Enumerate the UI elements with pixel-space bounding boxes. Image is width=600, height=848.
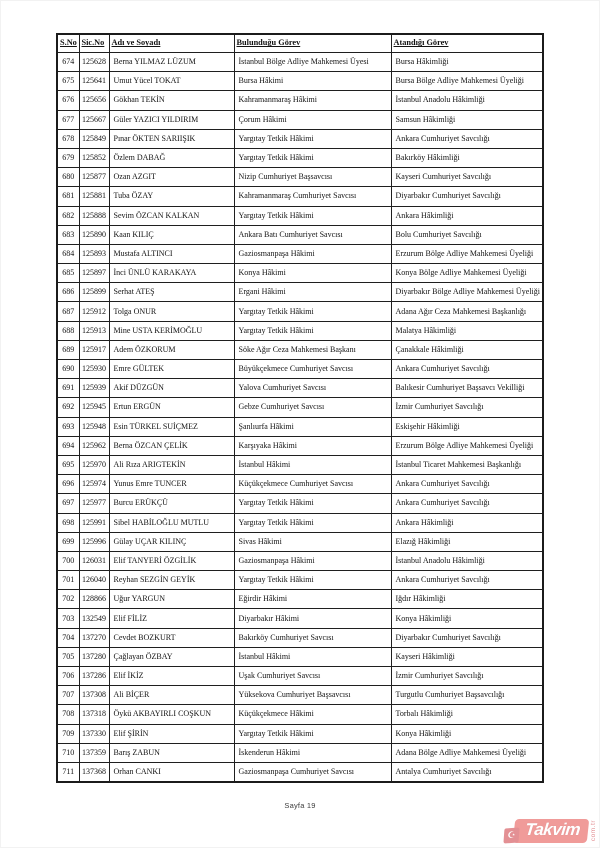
- table-row: [57, 321, 543, 340]
- cell-sno: 674: [57, 53, 79, 72]
- cell-sno: 693: [57, 417, 79, 436]
- cell-name: Elif İKİZ: [109, 667, 234, 686]
- cell-appointed-position: Erzurum Bölge Adliye Mahkemesi Üyeliği: [391, 244, 543, 263]
- cell-name: Özlem DABAĞ: [109, 148, 234, 167]
- cell-appointed-position: Bakırköy Hâkimliği: [391, 148, 543, 167]
- cell-current-position: Gaziosmanpaşa Hâkimi: [234, 551, 391, 570]
- takvim-watermark: [504, 816, 597, 846]
- cell-current-position: Yalova Cumhuriyet Savcısı: [234, 379, 391, 398]
- cell-appointed-position: Ankara Hâkimliği: [391, 513, 543, 532]
- cell-appointed-position: Balıkesir Cumhuriyet Başsavcı Vekilliği: [391, 379, 543, 398]
- table-row: [57, 762, 543, 782]
- cell-sno: 678: [57, 129, 79, 148]
- cell-current-position: İstanbul Bölge Adliye Mahkemesi Üyesi: [234, 53, 391, 72]
- table-row: [57, 494, 543, 513]
- cell-name: Emre GÜLTEK: [109, 360, 234, 379]
- cell-current-position: Yargıtay Tetkik Hâkimi: [234, 206, 391, 225]
- table-row: [57, 302, 543, 321]
- cell-appointed-position: Diyarbakır Cumhuriyet Savcılığı: [391, 628, 543, 647]
- cell-appointed-position: Iğdır Hâkimliği: [391, 590, 543, 609]
- cell-appointed-position: Malatya Hâkimliği: [391, 321, 543, 340]
- table-row: [57, 129, 543, 148]
- cell-sicno: 125641: [79, 72, 109, 91]
- cell-sicno: 125881: [79, 187, 109, 206]
- cell-sicno: 125667: [79, 110, 109, 129]
- cell-name: Gülay UÇAR KILINÇ: [109, 532, 234, 551]
- cell-sicno: 137368: [79, 762, 109, 782]
- cell-sicno: 125962: [79, 436, 109, 455]
- cell-sno: 706: [57, 667, 79, 686]
- cell-sicno: 125890: [79, 225, 109, 244]
- cell-name: Sibel HABİLOĞLU MUTLU: [109, 513, 234, 532]
- cell-sno: 675: [57, 72, 79, 91]
- cell-sno: 681: [57, 187, 79, 206]
- cell-sno: 699: [57, 532, 79, 551]
- cell-sno: 691: [57, 379, 79, 398]
- cell-name: Ali BİÇER: [109, 686, 234, 705]
- table-row: [57, 283, 543, 302]
- col-header-name: Adı ve Soyadı: [109, 34, 234, 53]
- table-row: [57, 686, 543, 705]
- cell-current-position: Yargıtay Tetkik Hâkimi: [234, 129, 391, 148]
- cell-current-position: Nizip Cumhuriyet Başsavcısı: [234, 168, 391, 187]
- table-row: [57, 264, 543, 283]
- cell-name: Serhat ATEŞ: [109, 283, 234, 302]
- cell-appointed-position: Konya Hâkimliği: [391, 724, 543, 743]
- cell-current-position: Söke Ağır Ceza Mahkemesi Başkanı: [234, 340, 391, 359]
- cell-sno: 686: [57, 283, 79, 302]
- cell-sno: 704: [57, 628, 79, 647]
- cell-appointed-position: İzmir Cumhuriyet Savcılığı: [391, 398, 543, 417]
- cell-sicno: 126031: [79, 551, 109, 570]
- table-row: [57, 513, 543, 532]
- cell-sno: 710: [57, 743, 79, 762]
- cell-appointed-position: Diyarbakır Cumhuriyet Savcılığı: [391, 187, 543, 206]
- cell-sno: 689: [57, 340, 79, 359]
- watermark-brand: Takvim: [524, 820, 582, 839]
- cell-name: İnci ÜNLÜ KARAKAYA: [109, 264, 234, 283]
- cell-name: Sevim ÖZCAN KALKAN: [109, 206, 234, 225]
- cell-current-position: Yargıtay Tetkik Hâkimi: [234, 148, 391, 167]
- turkish-flag-icon: ☪: [503, 827, 519, 843]
- cell-appointed-position: Ankara Cumhuriyet Savcılığı: [391, 129, 543, 148]
- table-row: [57, 340, 543, 359]
- cell-current-position: Şanlıurfa Hâkimi: [234, 417, 391, 436]
- table-row: [57, 743, 543, 762]
- cell-name: Yunus Emre TUNCER: [109, 475, 234, 494]
- cell-name: Berna ÖZCAN ÇELİK: [109, 436, 234, 455]
- cell-sicno: 125899: [79, 283, 109, 302]
- watermark-box: [513, 819, 589, 843]
- cell-current-position: Küçükçekmece Cumhuriyet Savcısı: [234, 475, 391, 494]
- cell-sicno: 125913: [79, 321, 109, 340]
- cell-sicno: 125970: [79, 455, 109, 474]
- cell-appointed-position: İstanbul Anadolu Hâkimliği: [391, 91, 543, 110]
- cell-appointed-position: Samsun Hâkimliği: [391, 110, 543, 129]
- cell-sno: 700: [57, 551, 79, 570]
- cell-name: Burcu ERÜKÇÜ: [109, 494, 234, 513]
- cell-sno: 702: [57, 590, 79, 609]
- cell-appointed-position: Erzurum Bölge Adliye Mahkemesi Üyeliği: [391, 436, 543, 455]
- table-header-row: [57, 34, 543, 53]
- cell-sicno: 125991: [79, 513, 109, 532]
- cell-sicno: 137330: [79, 724, 109, 743]
- cell-sno: 696: [57, 475, 79, 494]
- cell-current-position: Yargıtay Tetkik Hâkimi: [234, 724, 391, 743]
- table-row: [57, 475, 543, 494]
- cell-sicno: 125877: [79, 168, 109, 187]
- cell-name: Elif ŞİRİN: [109, 724, 234, 743]
- cell-sicno: 137318: [79, 705, 109, 724]
- cell-sno: 685: [57, 264, 79, 283]
- cell-sicno: 125948: [79, 417, 109, 436]
- cell-appointed-position: Bursa Hâkimliği: [391, 53, 543, 72]
- cell-name: Çağlayan ÖZBAY: [109, 647, 234, 666]
- cell-sicno: 125893: [79, 244, 109, 263]
- cell-name: Esin TÜRKEL SUİÇMEZ: [109, 417, 234, 436]
- cell-sicno: 137270: [79, 628, 109, 647]
- cell-sno: 676: [57, 91, 79, 110]
- cell-appointed-position: Adana Bölge Adliye Mahkemesi Üyeliği: [391, 743, 543, 762]
- cell-name: Mustafa ALTINCI: [109, 244, 234, 263]
- cell-appointed-position: Ankara Cumhuriyet Savcılığı: [391, 475, 543, 494]
- cell-sicno: 125628: [79, 53, 109, 72]
- cell-current-position: Eğirdir Hâkimi: [234, 590, 391, 609]
- cell-sno: 707: [57, 686, 79, 705]
- cell-current-position: Ergani Hâkimi: [234, 283, 391, 302]
- cell-appointed-position: Bolu Cumhuriyet Savcılığı: [391, 225, 543, 244]
- cell-sno: 688: [57, 321, 79, 340]
- cell-appointed-position: Turgutlu Cumhuriyet Başsavcılığı: [391, 686, 543, 705]
- cell-appointed-position: Ankara Cumhuriyet Savcılığı: [391, 494, 543, 513]
- table-body: [57, 53, 543, 783]
- cell-name: Ozan AZGIT: [109, 168, 234, 187]
- cell-sicno: 126040: [79, 571, 109, 590]
- cell-name: Umut Yücel TOKAT: [109, 72, 234, 91]
- cell-sno: 701: [57, 571, 79, 590]
- table-row: [57, 455, 543, 474]
- cell-appointed-position: İzmir Cumhuriyet Savcılığı: [391, 667, 543, 686]
- cell-appointed-position: Torbalı Hâkimliği: [391, 705, 543, 724]
- cell-sicno: 137286: [79, 667, 109, 686]
- table-row: [57, 225, 543, 244]
- cell-sicno: 125912: [79, 302, 109, 321]
- table-row: [57, 551, 543, 570]
- table-row: [57, 417, 543, 436]
- cell-sicno: 132549: [79, 609, 109, 628]
- table-row: [57, 609, 543, 628]
- cell-name: Elif FİLİZ: [109, 609, 234, 628]
- cell-sicno: 125852: [79, 148, 109, 167]
- cell-appointed-position: Ankara Cumhuriyet Savcılığı: [391, 360, 543, 379]
- cell-current-position: Karşıyaka Hâkimi: [234, 436, 391, 455]
- table-row: [57, 590, 543, 609]
- cell-current-position: Kahramanmaraş Cumhuriyet Savcısı: [234, 187, 391, 206]
- cell-name: Akif DÜZGÜN: [109, 379, 234, 398]
- cell-sicno: 125849: [79, 129, 109, 148]
- cell-name: Elif TANYERİ ÖZGİLİK: [109, 551, 234, 570]
- table-row: [57, 72, 543, 91]
- table-row: [57, 244, 543, 263]
- cell-current-position: Ankara Batı Cumhuriyet Savcısı: [234, 225, 391, 244]
- cell-current-position: Büyükçekmece Cumhuriyet Savcısı: [234, 360, 391, 379]
- cell-sicno: 125996: [79, 532, 109, 551]
- appointments-table: [56, 33, 544, 783]
- cell-sno: 684: [57, 244, 79, 263]
- table-row: [57, 91, 543, 110]
- cell-sicno: 125977: [79, 494, 109, 513]
- cell-name: Mine USTA KERİMOĞLU: [109, 321, 234, 340]
- cell-appointed-position: İstanbul Ticaret Mahkemesi Başkanlığı: [391, 455, 543, 474]
- cell-appointed-position: Kayseri Hâkimliği: [391, 647, 543, 666]
- cell-current-position: Yargıtay Tetkik Hâkimi: [234, 302, 391, 321]
- cell-current-position: Yargıtay Tetkik Hâkimi: [234, 571, 391, 590]
- cell-current-position: İstanbul Hâkimi: [234, 647, 391, 666]
- cell-name: Berna YILMAZ LÜZUM: [109, 53, 234, 72]
- cell-appointed-position: Diyarbakır Bölge Adliye Mahkemesi Üyeliği: [391, 283, 543, 302]
- cell-sno: 698: [57, 513, 79, 532]
- cell-sicno: 137359: [79, 743, 109, 762]
- cell-current-position: Yargıtay Tetkik Hâkimi: [234, 321, 391, 340]
- table-row: [57, 168, 543, 187]
- cell-sicno: 125974: [79, 475, 109, 494]
- cell-current-position: Gebze Cumhuriyet Savcısı: [234, 398, 391, 417]
- table-row: [57, 206, 543, 225]
- cell-current-position: Sivas Hâkimi: [234, 532, 391, 551]
- cell-sicno: 125888: [79, 206, 109, 225]
- cell-sno: 683: [57, 225, 79, 244]
- cell-sicno: 125945: [79, 398, 109, 417]
- cell-appointed-position: Ankara Hâkimliği: [391, 206, 543, 225]
- table-row: [57, 360, 543, 379]
- cell-current-position: Kahramanmaraş Hâkimi: [234, 91, 391, 110]
- cell-sicno: 128866: [79, 590, 109, 609]
- col-header-sicno: Sic.No: [79, 34, 109, 53]
- table-row: [57, 667, 543, 686]
- table-row: [57, 187, 543, 206]
- watermark-suffix: com.tr: [590, 820, 597, 842]
- cell-appointed-position: Elazığ Hâkimliği: [391, 532, 543, 551]
- cell-name: Adem ÖZKORUM: [109, 340, 234, 359]
- cell-current-position: İstanbul Hâkimi: [234, 455, 391, 474]
- col-header-appointed-position: Atandığı Görev: [391, 34, 543, 53]
- cell-appointed-position: Ankara Cumhuriyet Savcılığı: [391, 571, 543, 590]
- cell-sicno: 125897: [79, 264, 109, 283]
- cell-sno: 679: [57, 148, 79, 167]
- table-row: [57, 571, 543, 590]
- cell-sno: 677: [57, 110, 79, 129]
- cell-name: Barış ZABUN: [109, 743, 234, 762]
- cell-current-position: Konya Hâkimi: [234, 264, 391, 283]
- cell-name: Uğur YARGUN: [109, 590, 234, 609]
- table-row: [57, 628, 543, 647]
- cell-sicno: 125656: [79, 91, 109, 110]
- cell-sno: 708: [57, 705, 79, 724]
- cell-current-position: Diyarbakır Hâkimi: [234, 609, 391, 628]
- cell-name: Kaan KILIÇ: [109, 225, 234, 244]
- cell-sno: 680: [57, 168, 79, 187]
- cell-current-position: Yargıtay Tetkik Hâkimi: [234, 513, 391, 532]
- cell-current-position: Gaziosmanpaşa Cumhuriyet Savcısı: [234, 762, 391, 782]
- cell-current-position: Yüksekova Cumhuriyet Başsavcısı: [234, 686, 391, 705]
- table-row: [57, 53, 543, 72]
- cell-name: Reyhan SEZGİN GEYİK: [109, 571, 234, 590]
- cell-current-position: Çorum Hâkimi: [234, 110, 391, 129]
- cell-name: Öykü AKBAYIRLI COŞKUN: [109, 705, 234, 724]
- cell-sno: 687: [57, 302, 79, 321]
- cell-sicno: 137308: [79, 686, 109, 705]
- table-row: [57, 532, 543, 551]
- cell-sno: 694: [57, 436, 79, 455]
- cell-current-position: Küçükçekmece Hâkimi: [234, 705, 391, 724]
- cell-sno: 697: [57, 494, 79, 513]
- cell-appointed-position: Eskişehir Hâkimliği: [391, 417, 543, 436]
- cell-name: Tuba ÖZAY: [109, 187, 234, 206]
- cell-current-position: Uşak Cumhuriyet Savcısı: [234, 667, 391, 686]
- cell-sicno: 125917: [79, 340, 109, 359]
- table-row: [57, 436, 543, 455]
- table-row: [57, 110, 543, 129]
- cell-name: Güler YAZICI YILDIRIM: [109, 110, 234, 129]
- cell-appointed-position: Kayseri Cumhuriyet Savcılığı: [391, 168, 543, 187]
- table-row: [57, 379, 543, 398]
- cell-sno: 709: [57, 724, 79, 743]
- cell-name: Pınar ÖKTEN SARIIŞIK: [109, 129, 234, 148]
- cell-name: Gökhan TEKİN: [109, 91, 234, 110]
- cell-appointed-position: Adana Ağır Ceza Mahkemesi Başkanlığı: [391, 302, 543, 321]
- cell-sno: 692: [57, 398, 79, 417]
- cell-current-position: Bursa Hâkimi: [234, 72, 391, 91]
- cell-name: Tolga ONUR: [109, 302, 234, 321]
- cell-appointed-position: Konya Bölge Adliye Mahkemesi Üyeliği: [391, 264, 543, 283]
- cell-current-position: İskenderun Hâkimi: [234, 743, 391, 762]
- cell-sno: 711: [57, 762, 79, 782]
- table-row: [57, 647, 543, 666]
- cell-name: Orhan CANKI: [109, 762, 234, 782]
- cell-name: Cevdet BOZKURT: [109, 628, 234, 647]
- cell-sno: 705: [57, 647, 79, 666]
- cell-sno: 682: [57, 206, 79, 225]
- cell-sicno: 125939: [79, 379, 109, 398]
- cell-name: Ali Rıza ARIGTEKİN: [109, 455, 234, 474]
- cell-current-position: Yargıtay Tetkik Hâkimi: [234, 494, 391, 513]
- cell-appointed-position: Çanakkale Hâkimliği: [391, 340, 543, 359]
- cell-appointed-position: Bursa Bölge Adliye Mahkemesi Üyeliği: [391, 72, 543, 91]
- cell-sicno: 125930: [79, 360, 109, 379]
- cell-sno: 703: [57, 609, 79, 628]
- cell-appointed-position: Konya Hâkimliği: [391, 609, 543, 628]
- table-row: [57, 148, 543, 167]
- col-header-current-position: Bulunduğu Görev: [234, 34, 391, 53]
- cell-appointed-position: İstanbul Anadolu Hâkimliği: [391, 551, 543, 570]
- col-header-sno: S.No: [57, 34, 79, 53]
- cell-sno: 695: [57, 455, 79, 474]
- cell-appointed-position: Antalya Cumhuriyet Savcılığı: [391, 762, 543, 782]
- cell-name: Ertun ERGÜN: [109, 398, 234, 417]
- table-row: [57, 705, 543, 724]
- page-number: Sayfa 19: [284, 801, 316, 810]
- cell-current-position: Bakırköy Cumhuriyet Savcısı: [234, 628, 391, 647]
- table-row: [57, 724, 543, 743]
- cell-sno: 690: [57, 360, 79, 379]
- cell-current-position: Gaziosmanpaşa Hâkimi: [234, 244, 391, 263]
- cell-sicno: 137280: [79, 647, 109, 666]
- table-row: [57, 398, 543, 417]
